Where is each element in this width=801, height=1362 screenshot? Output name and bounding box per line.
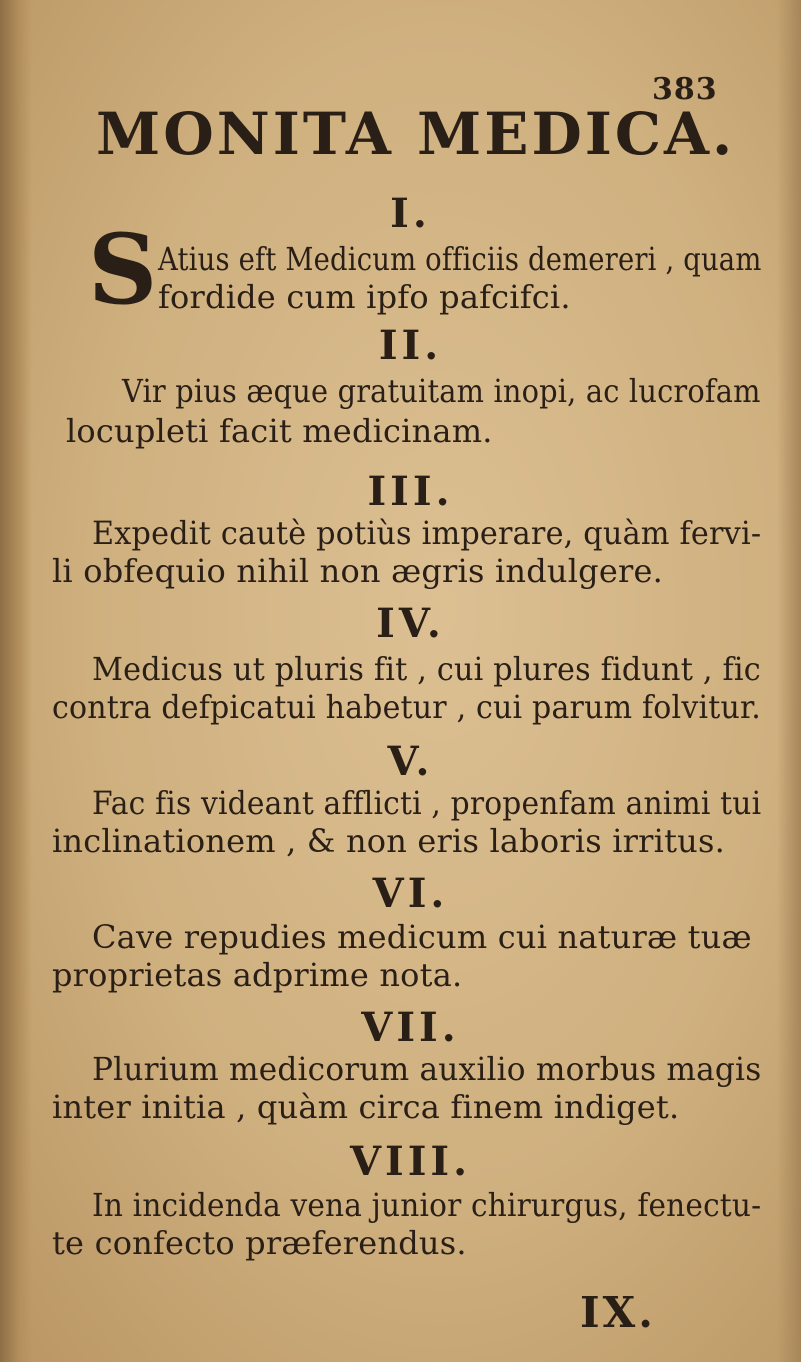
maxim-text-line: Fac fis videant afflicti , propenfam animi tui: [92, 784, 762, 822]
maxim-numeral: VIII.: [349, 1138, 472, 1185]
maxim-text-line: te confecto præferendus.: [52, 1224, 467, 1262]
maxim-text-line: li obfequio nihil non ægris indulgere.: [52, 552, 663, 590]
maxim-text-line: proprietas adprime nota.: [52, 956, 463, 994]
running-head: MONITA MEDICA.: [96, 100, 736, 168]
maxim-text-line: Medicus ut pluris fit , cui plures fidunt , fic: [92, 650, 761, 688]
maxim-text-line: inclinationem , & non eris laboris irritus.: [52, 822, 725, 860]
maxim-numeral: III.: [367, 468, 454, 515]
maxim-text-line: Atius eft Medicum officiis demereri , quam: [158, 240, 762, 278]
catchword: IX.: [580, 1288, 656, 1337]
maxim-numeral: II.: [378, 322, 443, 369]
maxim-text-line: Expedit cautè potiùs imperare, quàm fervi-: [92, 514, 762, 552]
maxim-text-line: Cave repudies medicum cui naturæ tuæ: [92, 918, 752, 956]
maxim-numeral: I.: [390, 190, 431, 237]
maxim-text-line: inter initia , quàm circa finem indiget.: [52, 1088, 680, 1126]
maxim-text-line: fordide cum ipfo pafcifci.: [158, 278, 571, 316]
page-number: 383: [652, 72, 718, 107]
maxim-text-line: contra defpicatui habetur , cui parum folvitur.: [52, 688, 761, 726]
maxim-text-line: In incidenda vena junior chirurgus, fenectu-: [92, 1186, 762, 1224]
maxim-numeral: VI.: [372, 870, 449, 917]
maxim-text-line: Vir pius æque gratuitam inopi, ac lucrofam: [122, 372, 761, 410]
maxim-numeral: IV.: [376, 600, 445, 647]
drop-cap: S: [88, 213, 158, 326]
maxim-numeral: V.: [387, 738, 434, 785]
maxim-numeral: VII.: [361, 1004, 460, 1051]
maxim-text-line: Plurium medicorum auxilio morbus magis: [92, 1050, 762, 1088]
maxim-text-line: locupleti facit medicinam.: [66, 412, 493, 450]
